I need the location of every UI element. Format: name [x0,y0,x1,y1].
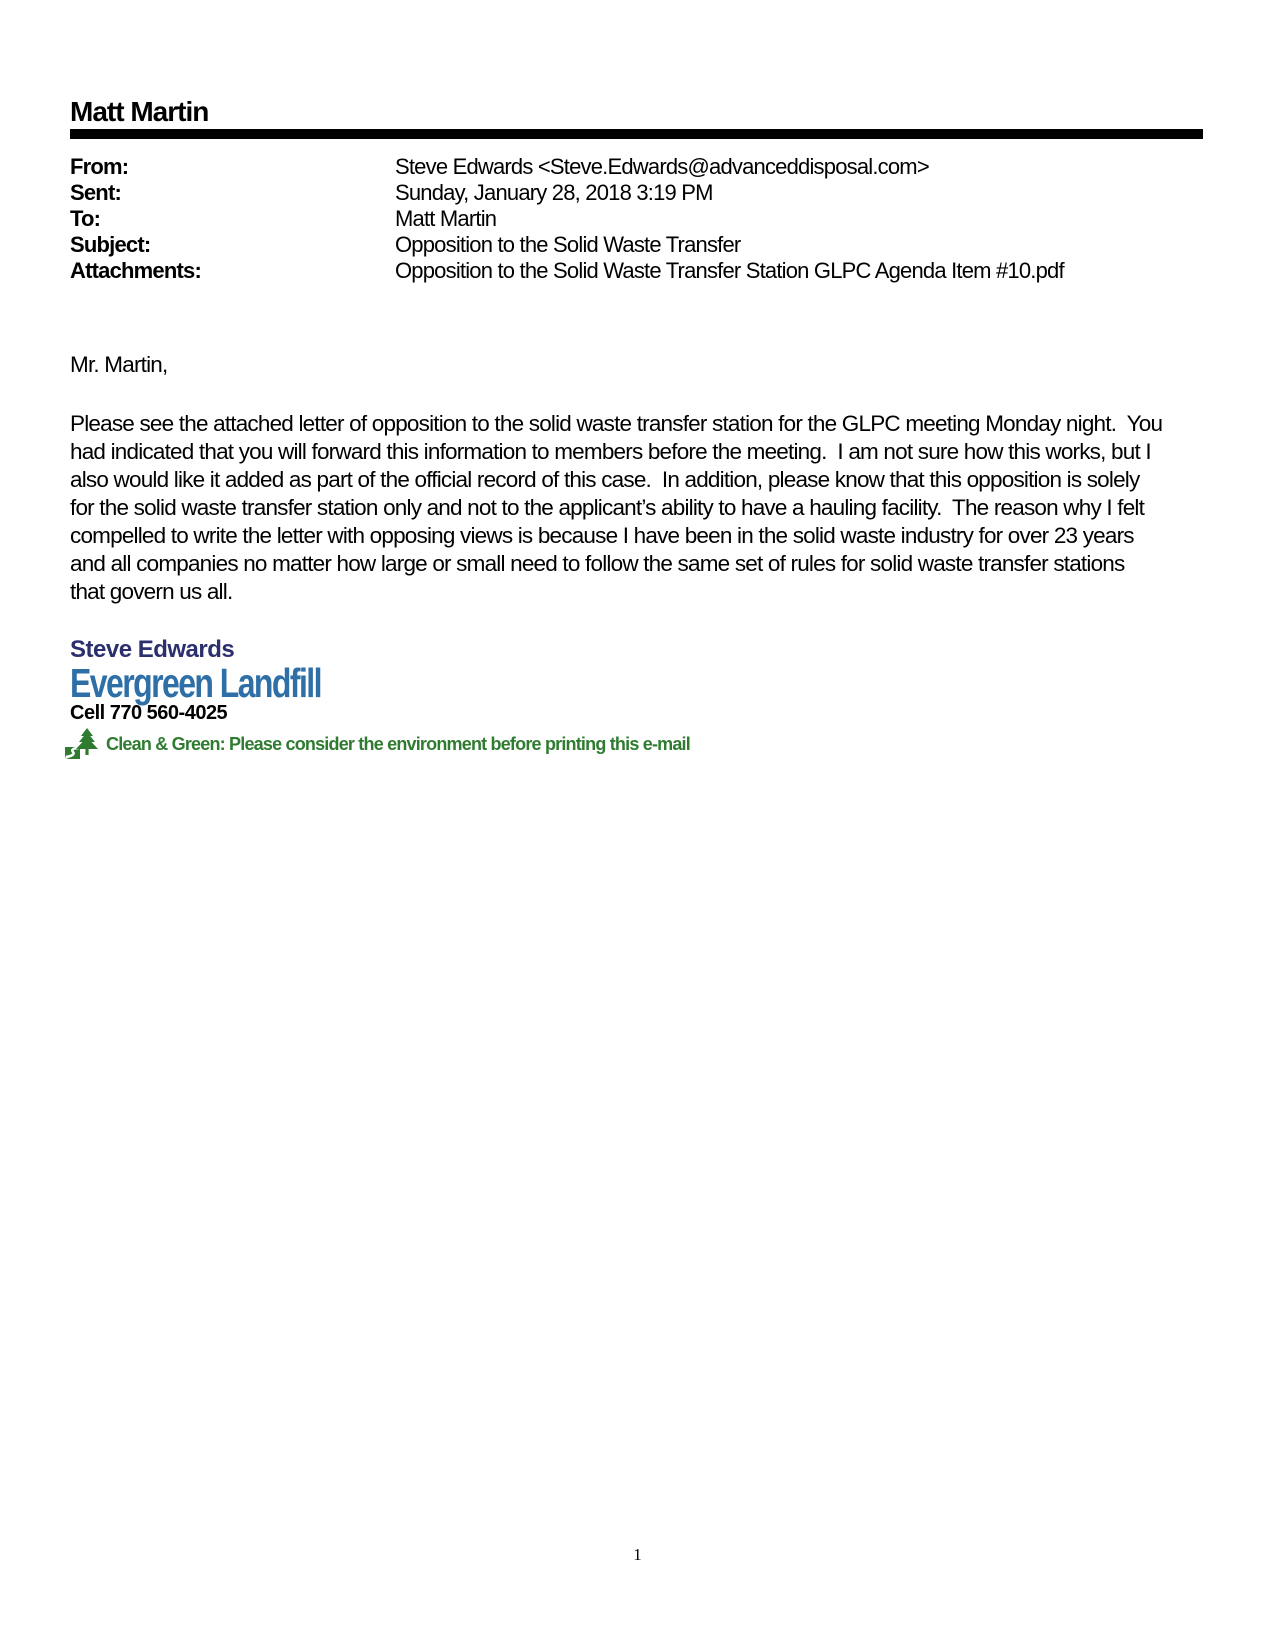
from-label: From: [70,154,129,179]
body-line: that govern us all. [70,579,233,604]
recipient-name-title: Matt Martin [70,96,209,127]
signature-cell-phone: Cell 770 560-4025 [70,702,228,724]
attachment-filename: Opposition to the Solid Waste Transfer Station GLPC Agenda Item #10.pdf [395,258,1064,283]
to-value: Matt Martin [395,206,497,231]
body-line: and all companies no matter how large or small need to follow the same set of rules for solid waste transfer stations [70,551,1125,576]
body-line: had indicated that you will forward this information to members before the meeting. I am not sure how this works, but I [70,439,1151,464]
header-row-from [70,154,1210,180]
attachments-label: Attachments: [70,258,201,283]
signature-sender-name: Steve Edwards [70,636,235,663]
header-row-subject [70,232,1210,258]
signature-company-logo-text: Evergreen Landfill [70,660,321,706]
sent-value: Sunday, January 28, 2018 3:19 PM [395,180,713,205]
header-row-sent [70,180,1210,206]
eco-tagline [64,728,690,760]
eco-tagline-text: Clean & Green: Please consider the environment before printing this e-mail [106,733,690,754]
body-line: for the solid waste transfer station only and not to the applicant’s ability to have a hauling facility. The reason why I felt [70,495,1145,520]
body-line: Please see the attached letter of opposition to the solid waste transfer station for the GLPC meeting Monday night. You [70,411,1163,436]
sent-label: Sent: [70,180,122,205]
subject-label: Subject: [70,232,151,257]
subject-value: Opposition to the Solid Waste Transfer [395,232,741,257]
from-value: Steve Edwards <Steve.Edwards@advanceddisposal.com> [395,154,929,179]
body-line: also would like it added as part of the official record of this case. In addition, please know that this opposition is solely [70,467,1140,492]
salutation-text: Mr. Martin, [70,352,168,377]
title-divider-rule [70,129,1203,139]
header-row-attachments [70,258,1210,284]
body-line: compelled to write the letter with opposing views is because I have been in the solid waste industry for over 23 years [70,523,1134,548]
email-header-fields [70,154,1210,284]
evergreen-tree-road-icon [64,728,100,760]
header-row-to [70,206,1210,232]
email-body-paragraph [70,410,1230,606]
page-number: 1 [633,1545,642,1564]
to-label: To: [70,206,101,231]
